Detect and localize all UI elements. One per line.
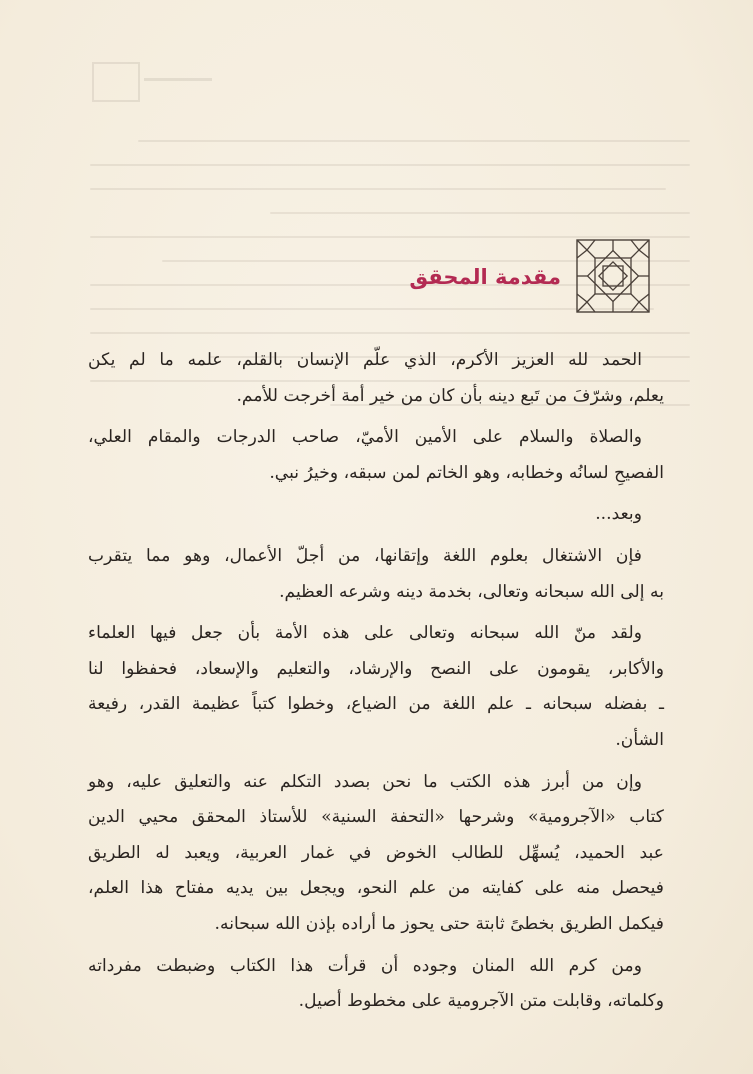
text-line: وإن من أبرز هذه الكتب ما نحن بصدد التكلم عنه والتعليق عليه، وهو	[88, 771, 642, 792]
text-line: به إلى الله سبحانه وتعالى، بخدمة دينه وشرعه العظيم.	[279, 581, 664, 602]
paragraph	[88, 539, 664, 610]
text-line: فيحصل منه على كفايته من علم النحو، ويجعل بين يديه مفتاح هذا العلم،	[88, 878, 664, 899]
paragraph	[88, 420, 664, 491]
text-line: كتاب «الآجرومية» وشرحها «التحفة السنية» للأستاذ المحقق محيي الدين	[88, 807, 664, 828]
text-line: يعلم، وشرّفَ من تَبع دينه بأن كان من خير أمة أخرجت للأمم.	[236, 385, 664, 406]
text-line: عبد الحميد، يُسهِّل للطالب الخوض في غمار العربية، ويعبد له الطريق	[88, 842, 664, 863]
text-line: وكلماته، وقابلت متن الآجرومية على مخطوط أصيل.	[298, 991, 664, 1012]
paragraph	[88, 616, 664, 758]
section-title: مقدمة المحقق	[409, 265, 561, 289]
text-line: ولقد منّ الله سبحانه وتعالى على هذه الأمة بأن جعل فيها العلماء	[88, 623, 642, 644]
text-line: الحمد لله العزيز الأكرم، الذي علّم الإنسان بالقلم، علمه ما لم يكن	[88, 350, 642, 370]
text-line: والصلاة والسلام على الأمين الأميّ، صاحب الدرجات والمقام العلي،	[88, 427, 642, 448]
text-line: ومن كرم الله المنان وجوده أن قرأت هذا الكتاب وضبطت مفرداته	[88, 955, 642, 976]
paragraph	[88, 949, 664, 1020]
bleed-through-header	[82, 62, 212, 98]
paragraph	[88, 765, 664, 943]
text-line: فيكمل الطريق بخطىً ثابتة حتى يحوز ما أراده بإذن الله سبحانه.	[214, 913, 664, 934]
text-line: الشأن.	[615, 729, 664, 750]
paragraph	[88, 497, 664, 533]
text-line: والأكابر، يقومون على النصح والإرشاد، والتعليم والإسعاد، فحفظوا لنا	[88, 658, 664, 679]
text-line: فإن الاشتغال بعلوم اللغة وإتقانها، من أجلّ الأعمال، وهو مما يتقرب	[88, 545, 642, 566]
text-line: وبعد...	[595, 504, 642, 525]
paragraph	[88, 343, 664, 414]
text-line: ـ بفضله سبحانه ـ علم اللغة من الضياع، وخطوا كتباً عظيمة القدر، رفيعة	[88, 694, 664, 715]
body-text	[88, 343, 664, 1026]
geometric-star-ornament-icon	[575, 238, 651, 314]
section-heading	[409, 238, 651, 314]
text-line: الفصيحِ لسانُه وخطابه، وهو الخاتم لمن سبقه، وخيرُ نبي.	[269, 462, 664, 483]
